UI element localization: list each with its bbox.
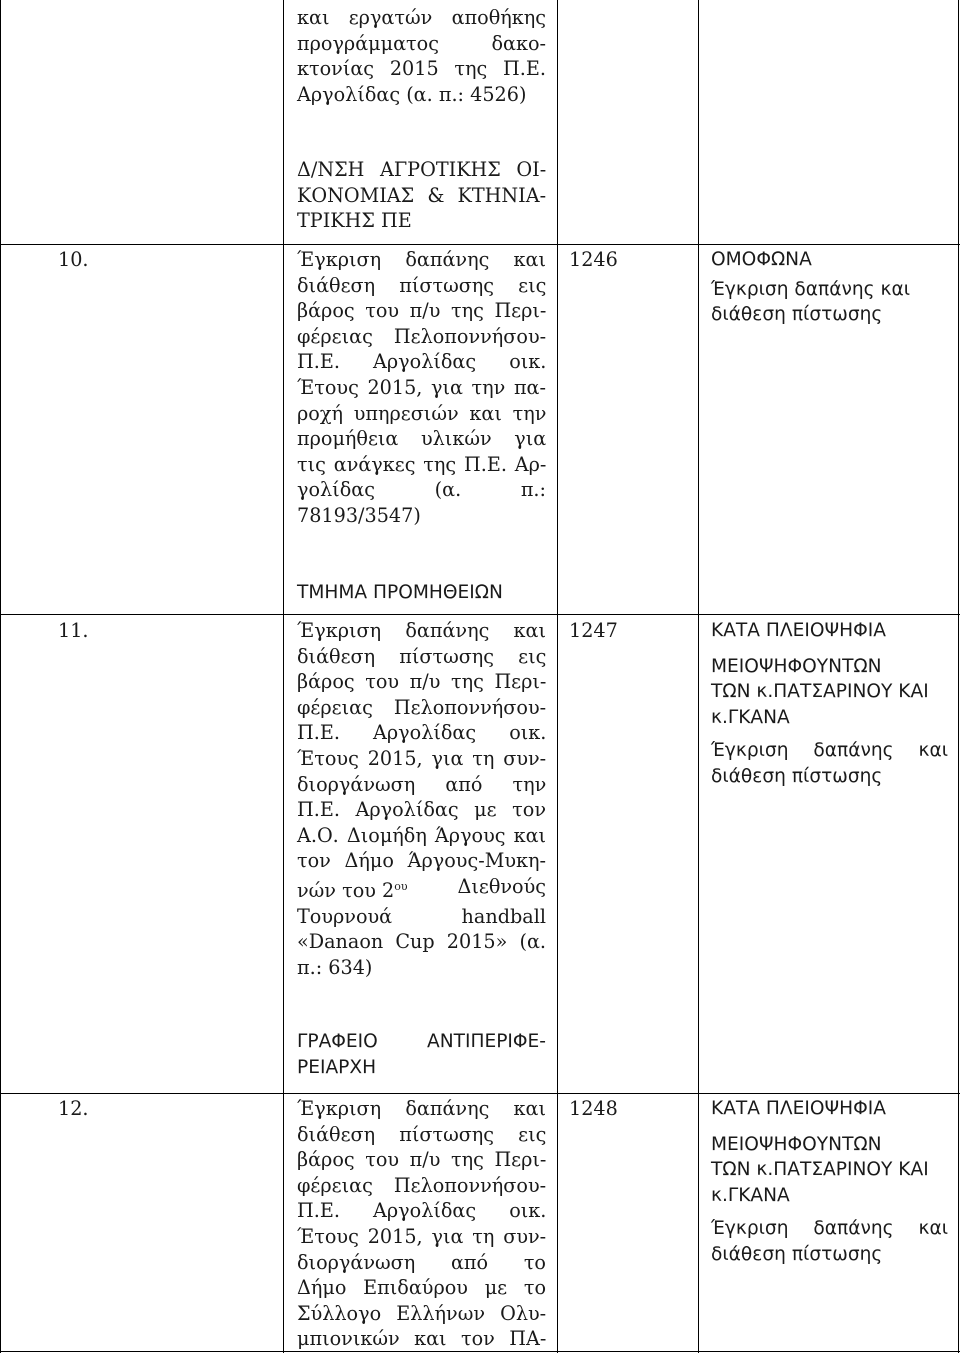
text-line: Π.Ε. Αργολίδας οικ. xyxy=(297,1199,547,1223)
text-line: κ.ΓΚΑΝΑ xyxy=(711,1184,790,1206)
text-line: διοργάνωση από την xyxy=(297,772,547,796)
text-line: διοργάνωση από το xyxy=(297,1250,546,1274)
text-line: π.: 634) xyxy=(297,955,373,979)
text-line: διάθεση πίστωσης xyxy=(711,1243,883,1265)
text-line: Έγκριση δαπάνης και xyxy=(297,619,546,642)
text-line: Έγκριση δαπάνης και xyxy=(711,740,948,762)
section-heading-agriculture xyxy=(297,157,546,234)
text-line: ΜΕΙΟΨΗΦΟΥΝΤΩΝ xyxy=(711,655,882,677)
text-line: προμήθεια υλικών για xyxy=(297,427,547,451)
text-fragment: νών του 2 xyxy=(297,878,395,902)
column-divider-3 xyxy=(698,0,699,1353)
text-line: «Danaon Cup 2015» (α. xyxy=(297,930,546,954)
text-line: διάθεση πίστωσης εις xyxy=(297,1122,547,1146)
text-line: κ.ΓΚΑΝΑ xyxy=(711,706,790,728)
text-line: φέρειας Πελοποννήσου- xyxy=(297,695,547,719)
row10-number: 10. xyxy=(58,248,89,271)
text-line: ΤΩΝ κ.ΠΑΤΣΑΡΙΝΟΥ ΚΑΙ xyxy=(711,681,929,703)
text-line: ΚΟΝΟΜΙΑΣ & ΚΤΗΝΙΑ- xyxy=(297,183,547,207)
text-line: φέρειας Πελοποννήσου- xyxy=(297,1173,547,1197)
row9-subject-tail xyxy=(297,5,546,107)
text-line: και εργατών αποθήκης xyxy=(297,6,546,29)
text-line: τον Δήμο Άργους-Μυκη- xyxy=(297,849,546,873)
text-line: 78193/3547) xyxy=(297,503,421,527)
vote-result: ΚΑΤΑ ΠΛΕΙΟΨΗΦΙΑ xyxy=(711,620,886,641)
table-border-right xyxy=(958,0,959,1353)
text-line: διάθεση πίστωσης εις xyxy=(297,644,547,668)
text-line: φέρειας Πελοποννήσου- xyxy=(297,324,547,348)
text-line: ΤΡΙΚΗΣ ΠΕ xyxy=(297,209,412,233)
text-line xyxy=(297,874,546,904)
ordinal-superscript: ου xyxy=(394,879,408,893)
text-line: διάθεση πίστωσης xyxy=(711,765,883,787)
vote-result: ΚΑΤΑ ΠΛΕΙΟΨΗΦΙΑ xyxy=(711,1098,886,1119)
text-line: Δήμο Επιδαύρου με το xyxy=(297,1276,547,1300)
row11-number: 11. xyxy=(58,619,89,642)
text-line: Δ/ΝΣΗ ΑΓΡΟΤΙΚΗΣ ΟΙ- xyxy=(297,158,547,181)
text-line: ΜΕΙΟΨΗΦΟΥΝΤΩΝ xyxy=(711,1133,882,1155)
row11-result xyxy=(711,618,948,790)
text-line: ΓΡΑΦΕΙΟ ΑΝΤΙΠΕΡΙΦΕ- xyxy=(297,1031,546,1052)
text-line: Σύλλογο Ελλήνων Ολυ- xyxy=(297,1301,547,1325)
text-line: Έτους 2015, για τη συν- xyxy=(297,746,547,770)
text-line: ΡΕΙΑΡΧΗ xyxy=(297,1056,377,1078)
text-line: Π.Ε. Αργολίδας με τον xyxy=(297,798,546,822)
row10-decision-number: 1246 xyxy=(569,248,618,271)
text-line: βάρος του π/υ της Περι- xyxy=(297,1148,547,1172)
text-line: Έτους 2015, για την πα- xyxy=(297,375,546,399)
text-line: τις ανάγκες της Π.Ε. Αρ- xyxy=(297,452,547,476)
text-line: Έγκριση δαπάνης και xyxy=(297,1097,546,1120)
row11-decision-number: 1247 xyxy=(569,619,618,642)
section-heading-deputy-office xyxy=(297,1029,546,1080)
text-fragment xyxy=(297,874,408,904)
row12-decision-number: 1248 xyxy=(569,1097,618,1120)
text-line: Π.Ε. Αργολίδας οικ. xyxy=(297,721,547,745)
row-divider-12 xyxy=(0,1093,960,1094)
row12-subject xyxy=(297,1096,546,1352)
row10-result xyxy=(711,247,948,328)
section-heading-procurement: ΤΜΗΜΑ ΠΡΟΜΗΘΕΙΩΝ xyxy=(297,582,503,603)
text-line: Α.Ο. Διομήδη Άργους και xyxy=(297,823,547,847)
text-line: μπιονικών και τον ΠΑ- xyxy=(297,1327,547,1351)
text-line: διάθεση πίστωσης xyxy=(711,304,883,326)
text-line: κτονίας 2015 της Π.Ε. xyxy=(297,57,546,81)
text-line: προγράμματος δακο- xyxy=(297,31,546,55)
text-line: Τουρνουά handball xyxy=(297,904,546,928)
text-line: βάρος του π/υ της Περι- xyxy=(297,670,547,694)
text-line: Έγκριση δαπάνης και xyxy=(711,278,910,300)
text-line: Έτους 2015, για τη συν- xyxy=(297,1224,547,1248)
text-line: βάρος του π/υ της Περι- xyxy=(297,299,547,323)
text-line: Έγκριση δαπάνης και xyxy=(297,248,546,271)
column-divider-2 xyxy=(557,0,558,1353)
text-line: ΤΩΝ κ.ΠΑΤΣΑΡΙΝΟΥ ΚΑΙ xyxy=(711,1159,929,1181)
row-divider-11 xyxy=(0,614,960,615)
row12-result xyxy=(711,1096,948,1268)
text-line: γολίδας (α. π.: xyxy=(297,478,546,502)
column-divider-1 xyxy=(283,0,284,1353)
table-border-left xyxy=(0,0,1,1353)
text-line: Έγκριση δαπάνης και xyxy=(711,1218,948,1240)
row-divider-10 xyxy=(0,244,960,245)
text-line: ροχή υπηρεσιών και την xyxy=(297,401,547,425)
text-line: Αργολίδας (α. π.: 4526) xyxy=(297,82,527,106)
vote-result: ΟΜΟΦΩΝΑ xyxy=(711,249,812,270)
text-fragment: Διεθνούς xyxy=(457,874,546,898)
row12-number: 12. xyxy=(58,1097,89,1120)
text-line: Π.Ε. Αργολίδας οικ. xyxy=(297,350,547,374)
text-line: διάθεση πίστωσης εις xyxy=(297,273,547,297)
row10-subject xyxy=(297,247,546,529)
row11-subject xyxy=(297,618,546,980)
